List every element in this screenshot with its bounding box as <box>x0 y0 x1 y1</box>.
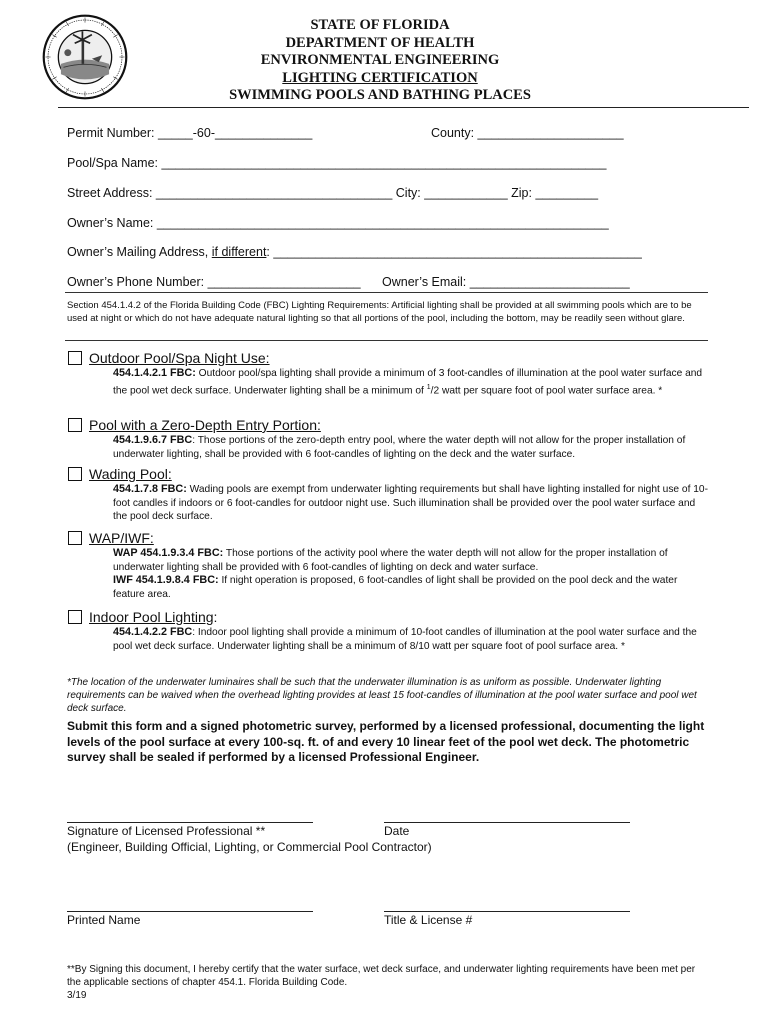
printed-name-label: Printed Name <box>67 913 141 927</box>
signature-line[interactable] <box>67 822 313 823</box>
zero-depth-title: Pool with a Zero-Depth Entry Portion: <box>89 417 321 433</box>
owners-name-field[interactable]: Owner’s Name: _________________________________________________________________ <box>67 216 609 230</box>
option-wap-iwf <box>68 530 708 601</box>
form-header <box>130 17 630 105</box>
option-zero-depth <box>68 417 708 461</box>
wap-iwf-description: WAP 454.1.9.3.4 FBC: Those portions of the activity pool where the water depth will not allow for the proper installation of underwater lighting shall be provided with 6 foot-candles of lighting on deck and water surface. IWF 454.1.9.8.4 FBC: If night operation is proposed, 6 foot-candles of light shall be provided on the pool deck and the water feature area. <box>113 547 678 600</box>
signature-label: Signature of Licensed Professional ** <box>67 824 266 838</box>
indoor-checkbox[interactable] <box>68 610 82 624</box>
header-state: STATE OF FLORIDA <box>310 17 450 33</box>
street-address-field[interactable]: Street Address: __________________________________ City: ____________ Zip: _________ <box>67 186 599 200</box>
section-note: Section 454.1.4.2 of the Florida Building Code (FBC) Lighting Requirements: Artificial lighting shall be provided at all swimming pools which are to be used at night or which do not have adequate natural lighting so that all portions of the pool, including the bottom, may be readily seen without glare. <box>67 300 692 324</box>
section-divider-lower <box>65 340 708 341</box>
indoor-title-colon: : <box>213 609 218 625</box>
mailing-address-field[interactable] <box>67 245 642 259</box>
revision-date: 3/19 <box>67 990 87 1001</box>
mailing-address-label: Owner’s Mailing Address, <box>67 245 212 259</box>
option-indoor <box>68 609 708 653</box>
outdoor-checkbox[interactable] <box>68 351 82 365</box>
owners-email-field[interactable]: Owner’s Email: _______________________ <box>382 275 630 289</box>
option-outdoor <box>68 350 708 397</box>
wading-title: Wading Pool: <box>89 466 172 482</box>
date-label: Date <box>384 824 410 838</box>
wading-checkbox[interactable] <box>68 467 82 481</box>
if-different-label: if different <box>211 245 267 259</box>
zero-depth-description: 454.1.9.6.7 FBC: Those portions of the zero-depth entry pool, where the water depth will not allow for the proper installation of underwater lighting, shall be provided with 6 foot-candles of lighting on the deck and the water surface. <box>113 434 686 460</box>
mailing-address-blank: : _____________________________________________________ <box>266 245 642 259</box>
header-department: DEPARTMENT OF HEALTH <box>285 34 475 51</box>
header-division: ENVIRONMENTAL ENGINEERING <box>260 52 500 68</box>
florida-seal-icon <box>42 14 128 100</box>
option-wading <box>68 466 708 524</box>
header-form-title: LIGHTING CERTIFICATION <box>282 69 478 86</box>
header-divider <box>58 107 749 108</box>
zero-depth-checkbox[interactable] <box>68 418 82 432</box>
owners-phone-field[interactable]: Owner’s Phone Number: ______________________ <box>67 275 361 289</box>
outdoor-title: Outdoor Pool/Spa Night Use: <box>89 350 270 366</box>
title-license-line[interactable] <box>384 911 630 912</box>
indoor-title: Indoor Pool Lighting <box>89 609 214 625</box>
county-field[interactable]: County: _____________________ <box>431 126 624 140</box>
printed-name-line[interactable] <box>67 911 313 912</box>
outdoor-description: 454.1.4.2.1 FBC: Outdoor pool/spa lighting shall provide a minimum of 3 foot-candles of illumination at the pool water surface and the pool wet deck surface. Underwater lighting shall be a minimum of $^1$/2 watt per square foot of pool water surface area. * <box>113 367 703 396</box>
section-divider <box>65 292 708 293</box>
permit-number-field[interactable]: Permit Number: _____-60-______________ <box>67 126 313 140</box>
header-subtitle: SWIMMING POOLS AND BATHING PLACES <box>229 87 531 103</box>
indoor-description: 454.1.4.2.2 FBC: Indoor pool lighting shall provide a minimum of 10-foot candles of illumination at the pool water surface and the pool wet deck surface. Underwater lighting shall be a minimum of 8/10 watt per square foot of pool surface area. * <box>113 626 697 652</box>
submit-instructions: Submit this form and a signed photometric survey, performed by a licensed professional, documenting the light levels of the pool surface at every 100-sq. ft. of and every 10 linear feet of the pool wet deck. The photometric survey shall be sealed if performed by a licensed Professional Engineer. <box>67 719 705 764</box>
wap-iwf-checkbox[interactable] <box>68 531 82 545</box>
date-line[interactable] <box>384 822 630 823</box>
pool-spa-name-field[interactable]: Pool/Spa Name: ________________________________________________________________ <box>67 156 607 170</box>
footnote: *The location of the underwater luminaires shall be such that the underwater illumination is as uniform as possible. Underwater lighting requirements can be waived when the overhead lighting provides at least 15 foot-candles of illumination at the pool water surface and pool wet deck surface. <box>67 677 697 714</box>
wading-description: 454.1.7.8 FBC: Wading pools are exempt from underwater lighting requirements but shall have lighting installed for night use of 10-foot candles if indoors or 6 foot-candles for outdoor night use. Such illumination shall be provided over the pool water surface and the pool deck surface. <box>113 483 708 522</box>
signature-sub-label: (Engineer, Building Official, Lighting, or Commercial Pool Contractor) <box>67 840 432 854</box>
certification-statement: **By Signing this document, I hereby certify that the water surface, wet deck surface, and underwater lighting requirements have been met per the applicable sections of chapter 454.1. Florida Building Code. 3/19 <box>67 963 707 1002</box>
wap-iwf-title: WAP/IWF: <box>89 530 154 546</box>
title-license-label: Title & License # <box>384 913 473 927</box>
